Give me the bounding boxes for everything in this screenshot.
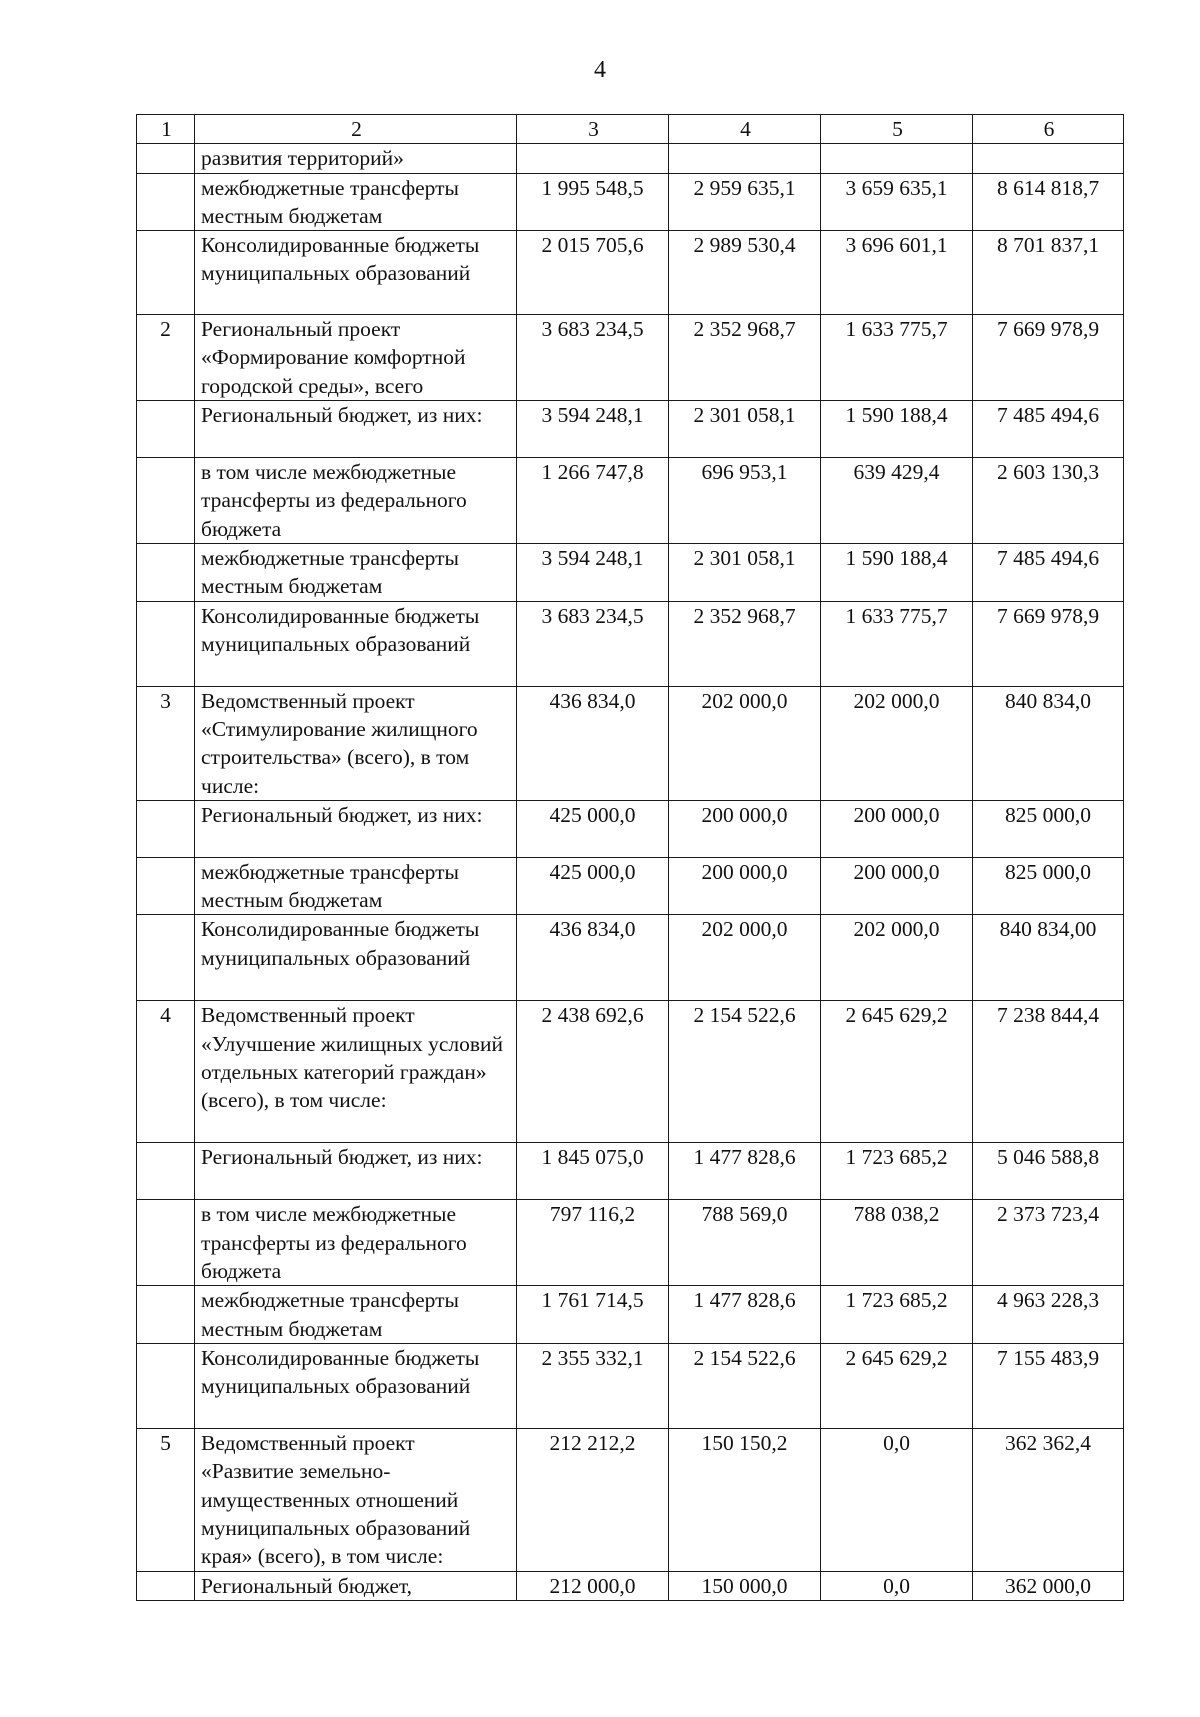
value-cell-col3: 3 683 234,5 <box>517 601 669 686</box>
row-number-cell <box>137 915 195 1001</box>
value-cell-col4: 200 000,0 <box>669 857 821 915</box>
value-cell-col5: 1 723 685,2 <box>821 1143 973 1200</box>
value-cell-col5 <box>821 144 973 173</box>
value-cell-col4 <box>669 144 821 173</box>
row-name-cell: Региональный бюджет, из них: <box>195 1143 517 1200</box>
value-cell-col6: 7 485 494,6 <box>973 401 1124 458</box>
value-cell-col5: 639 429,4 <box>821 458 973 544</box>
table-row <box>137 1571 1124 1600</box>
table-row <box>137 1343 1124 1428</box>
value-cell-col3 <box>517 144 669 173</box>
value-cell-col5: 3 696 601,1 <box>821 231 973 315</box>
table-header-row <box>137 115 1124 144</box>
value-cell-col3: 1 761 714,5 <box>517 1286 669 1344</box>
value-cell-col3: 3 683 234,5 <box>517 315 669 401</box>
value-cell-col6: 8 701 837,1 <box>973 231 1124 315</box>
value-cell-col3: 797 116,2 <box>517 1200 669 1286</box>
value-cell-col6: 7 485 494,6 <box>973 544 1124 602</box>
value-cell-col4: 2 959 635,1 <box>669 173 821 231</box>
value-cell-col3: 3 594 248,1 <box>517 401 669 458</box>
value-cell-col6: 7 669 978,9 <box>973 601 1124 686</box>
row-number-cell <box>137 601 195 686</box>
value-cell-col4: 200 000,0 <box>669 800 821 857</box>
value-cell-col6: 7 238 844,4 <box>973 1001 1124 1143</box>
value-cell-col3: 425 000,0 <box>517 857 669 915</box>
row-number-cell <box>137 800 195 857</box>
value-cell-col6: 2 373 723,4 <box>973 1200 1124 1286</box>
value-cell-col3: 1 266 747,8 <box>517 458 669 544</box>
value-cell-col5: 3 659 635,1 <box>821 173 973 231</box>
value-cell-col6: 362 362,4 <box>973 1428 1124 1571</box>
value-cell-col6: 7 155 483,9 <box>973 1343 1124 1428</box>
table-row <box>137 1001 1124 1143</box>
value-cell-col3: 212 000,0 <box>517 1571 669 1600</box>
value-cell-col3: 2 438 692,6 <box>517 1001 669 1143</box>
row-name-cell: Ведомственный проект «Развитие земельно-имущественных отношений муниципальных образований края» (всего), в том числе: <box>195 1428 517 1571</box>
column-header: 5 <box>821 115 973 144</box>
value-cell-col5: 1 633 775,7 <box>821 601 973 686</box>
value-cell-col4: 202 000,0 <box>669 915 821 1001</box>
column-header: 4 <box>669 115 821 144</box>
column-header: 2 <box>195 115 517 144</box>
value-cell-col6: 5 046 588,8 <box>973 1143 1124 1200</box>
table-row <box>137 857 1124 915</box>
value-cell-col3: 1 845 075,0 <box>517 1143 669 1200</box>
row-number-cell <box>137 458 195 544</box>
value-cell-col4: 2 301 058,1 <box>669 401 821 458</box>
value-cell-col4: 2 301 058,1 <box>669 544 821 602</box>
row-number-cell: 2 <box>137 315 195 401</box>
table-row <box>137 144 1124 173</box>
table-row <box>137 1143 1124 1200</box>
value-cell-col6: 2 603 130,3 <box>973 458 1124 544</box>
row-number-cell: 5 <box>137 1428 195 1571</box>
value-cell-col3: 2 015 705,6 <box>517 231 669 315</box>
value-cell-col5: 1 633 775,7 <box>821 315 973 401</box>
value-cell-col4: 2 989 530,4 <box>669 231 821 315</box>
row-name-cell: в том числе межбюджетные трансферты из федерального бюджета <box>195 458 517 544</box>
value-cell-col5: 1 590 188,4 <box>821 544 973 602</box>
value-cell-col4: 2 352 968,7 <box>669 601 821 686</box>
row-number-cell <box>137 1143 195 1200</box>
row-name-cell: Консолидированные бюджеты муниципальных образований <box>195 915 517 1001</box>
value-cell-col5: 2 645 629,2 <box>821 1001 973 1143</box>
row-name-cell: в том числе межбюджетные трансферты из федерального бюджета <box>195 1200 517 1286</box>
table-row <box>137 458 1124 544</box>
value-cell-col6: 840 834,0 <box>973 686 1124 800</box>
row-number-cell <box>137 173 195 231</box>
value-cell-col5: 1 723 685,2 <box>821 1286 973 1344</box>
value-cell-col6: 362 000,0 <box>973 1571 1124 1600</box>
budget-table <box>136 114 1124 1601</box>
value-cell-col6 <box>973 144 1124 173</box>
table-row <box>137 1286 1124 1344</box>
row-name-cell: межбюджетные трансферты местным бюджетам <box>195 1286 517 1344</box>
value-cell-col4: 1 477 828,6 <box>669 1143 821 1200</box>
row-name-cell: развития территорий» <box>195 144 517 173</box>
value-cell-col5: 0,0 <box>821 1571 973 1600</box>
row-number-cell <box>137 544 195 602</box>
row-number-cell <box>137 144 195 173</box>
row-name-cell: Консолидированные бюджеты муниципальных образований <box>195 231 517 315</box>
row-name-cell: Ведомственный проект «Улучшение жилищных условий отдельных категорий граждан» (всего), в том числе: <box>195 1001 517 1143</box>
value-cell-col4: 150 000,0 <box>669 1571 821 1600</box>
table-row <box>137 800 1124 857</box>
value-cell-col6: 840 834,00 <box>973 915 1124 1001</box>
value-cell-col5: 788 038,2 <box>821 1200 973 1286</box>
value-cell-col5: 0,0 <box>821 1428 973 1571</box>
row-name-cell: Ведомственный проект «Стимулирование жилищного строительства» (всего), в том числе: <box>195 686 517 800</box>
value-cell-col3: 3 594 248,1 <box>517 544 669 602</box>
column-header: 1 <box>137 115 195 144</box>
value-cell-col5: 200 000,0 <box>821 857 973 915</box>
value-cell-col4: 1 477 828,6 <box>669 1286 821 1344</box>
value-cell-col5: 200 000,0 <box>821 800 973 857</box>
table-row <box>137 915 1124 1001</box>
page-number: 4 <box>594 57 606 83</box>
row-number-cell <box>137 401 195 458</box>
value-cell-col4: 150 150,2 <box>669 1428 821 1571</box>
row-name-cell: Консолидированные бюджеты муниципальных образований <box>195 601 517 686</box>
row-number-cell <box>137 1286 195 1344</box>
value-cell-col3: 436 834,0 <box>517 686 669 800</box>
row-number-cell <box>137 231 195 315</box>
value-cell-col4: 788 569,0 <box>669 1200 821 1286</box>
row-number-cell: 4 <box>137 1001 195 1143</box>
row-name-cell: Региональный бюджет, <box>195 1571 517 1600</box>
table-row <box>137 315 1124 401</box>
value-cell-col6: 8 614 818,7 <box>973 173 1124 231</box>
value-cell-col5: 1 590 188,4 <box>821 401 973 458</box>
value-cell-col6: 7 669 978,9 <box>973 315 1124 401</box>
column-header: 6 <box>973 115 1124 144</box>
row-number-cell <box>137 1571 195 1600</box>
row-number-cell: 3 <box>137 686 195 800</box>
value-cell-col3: 436 834,0 <box>517 915 669 1001</box>
row-name-cell: межбюджетные трансферты местным бюджетам <box>195 173 517 231</box>
row-number-cell <box>137 1343 195 1428</box>
row-name-cell: Региональный бюджет, из них: <box>195 401 517 458</box>
table-row <box>137 401 1124 458</box>
value-cell-col4: 2 154 522,6 <box>669 1001 821 1143</box>
value-cell-col6: 4 963 228,3 <box>973 1286 1124 1344</box>
row-number-cell <box>137 1200 195 1286</box>
row-name-cell: Региональный проект «Формирование комфортной городской среды», всего <box>195 315 517 401</box>
value-cell-col6: 825 000,0 <box>973 857 1124 915</box>
table-row <box>137 1428 1124 1571</box>
value-cell-col4: 202 000,0 <box>669 686 821 800</box>
value-cell-col4: 2 154 522,6 <box>669 1343 821 1428</box>
row-name-cell: Региональный бюджет, из них: <box>195 800 517 857</box>
value-cell-col6: 825 000,0 <box>973 800 1124 857</box>
table-row <box>137 544 1124 602</box>
value-cell-col4: 2 352 968,7 <box>669 315 821 401</box>
value-cell-col5: 202 000,0 <box>821 915 973 1001</box>
table-row <box>137 231 1124 315</box>
column-header: 3 <box>517 115 669 144</box>
value-cell-col5: 2 645 629,2 <box>821 1343 973 1428</box>
table-row <box>137 173 1124 231</box>
table-row <box>137 1200 1124 1286</box>
value-cell-col3: 1 995 548,5 <box>517 173 669 231</box>
value-cell-col4: 696 953,1 <box>669 458 821 544</box>
row-number-cell <box>137 857 195 915</box>
row-name-cell: Консолидированные бюджеты муниципальных образований <box>195 1343 517 1428</box>
table-row <box>137 686 1124 800</box>
value-cell-col3: 425 000,0 <box>517 800 669 857</box>
value-cell-col3: 212 212,2 <box>517 1428 669 1571</box>
table-row <box>137 601 1124 686</box>
value-cell-col5: 202 000,0 <box>821 686 973 800</box>
row-name-cell: межбюджетные трансферты местным бюджетам <box>195 857 517 915</box>
row-name-cell: межбюджетные трансферты местным бюджетам <box>195 544 517 602</box>
value-cell-col3: 2 355 332,1 <box>517 1343 669 1428</box>
